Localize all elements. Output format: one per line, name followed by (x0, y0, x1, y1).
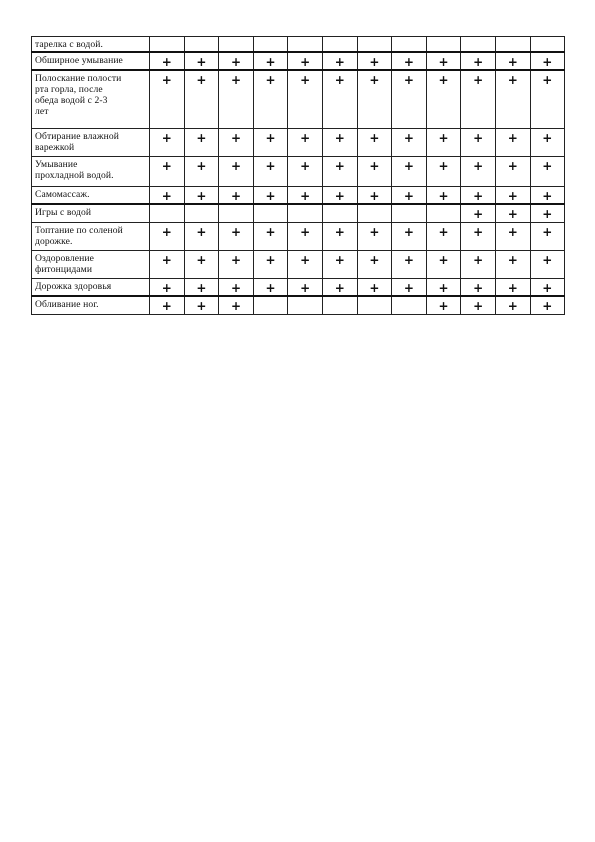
procedure-name-cell: Игры с водой (32, 204, 150, 222)
mark-cell: + (150, 128, 185, 156)
mark-cell: + (288, 52, 323, 70)
mark-cell: + (150, 70, 185, 128)
mark-cell: + (461, 186, 496, 204)
mark-cell: + (219, 250, 254, 278)
procedure-name-cell: Умывание прохладной водой. (32, 156, 150, 186)
mark-cell: + (184, 156, 219, 186)
mark-cell: + (150, 186, 185, 204)
procedure-name-cell: Самомассаж. (32, 186, 150, 204)
mark-cell: + (253, 70, 288, 128)
mark-cell (357, 296, 392, 314)
mark-cell: + (495, 186, 530, 204)
mark-cell: + (357, 128, 392, 156)
mark-cell: + (219, 156, 254, 186)
mark-cell: + (322, 222, 357, 250)
mark-cell (392, 296, 427, 314)
mark-cell: + (461, 222, 496, 250)
mark-cell (357, 204, 392, 222)
mark-cell (392, 37, 427, 53)
mark-cell: + (150, 222, 185, 250)
table-row (32, 128, 565, 156)
mark-cell: + (253, 278, 288, 296)
mark-cell: + (288, 128, 323, 156)
mark-cell: + (426, 156, 461, 186)
mark-cell: + (530, 52, 565, 70)
mark-cell: + (392, 128, 427, 156)
mark-cell: + (495, 296, 530, 314)
mark-cell (461, 37, 496, 53)
table-body (32, 37, 565, 315)
mark-cell: + (184, 222, 219, 250)
mark-cell: + (184, 278, 219, 296)
mark-cell: + (461, 52, 496, 70)
mark-cell: + (426, 250, 461, 278)
table-row (32, 186, 565, 204)
mark-cell: + (392, 156, 427, 186)
mark-cell: + (530, 278, 565, 296)
mark-cell: + (426, 52, 461, 70)
mark-cell (150, 37, 185, 53)
mark-cell: + (322, 128, 357, 156)
mark-cell: + (288, 250, 323, 278)
mark-cell: + (219, 296, 254, 314)
mark-cell: + (322, 70, 357, 128)
mark-cell: + (461, 128, 496, 156)
table-row (32, 278, 565, 296)
mark-cell: + (219, 278, 254, 296)
mark-cell: + (288, 278, 323, 296)
mark-cell: + (253, 186, 288, 204)
mark-cell: + (530, 70, 565, 128)
mark-cell: + (530, 156, 565, 186)
mark-cell (184, 204, 219, 222)
mark-cell: + (357, 278, 392, 296)
mark-cell: + (426, 186, 461, 204)
mark-cell: + (392, 250, 427, 278)
mark-cell: + (150, 250, 185, 278)
mark-cell (253, 296, 288, 314)
procedure-name-cell: Обширное умывание (32, 52, 150, 70)
mark-cell: + (357, 70, 392, 128)
procedure-name-cell: Дорожка здоровья (32, 278, 150, 296)
mark-cell: + (322, 156, 357, 186)
mark-cell: + (392, 52, 427, 70)
mark-cell: + (392, 70, 427, 128)
mark-cell: + (495, 52, 530, 70)
mark-cell (357, 37, 392, 53)
procedure-name-cell: Оздоровление фитонцидами (32, 250, 150, 278)
mark-cell: + (461, 278, 496, 296)
mark-cell: + (530, 222, 565, 250)
mark-cell (426, 37, 461, 53)
procedure-name-cell: Полоскание полости рта горла, после обеда водой с 2-3 лет (32, 70, 150, 128)
mark-cell: + (495, 156, 530, 186)
mark-cell (288, 204, 323, 222)
mark-cell: + (219, 70, 254, 128)
mark-cell: + (426, 128, 461, 156)
mark-cell: + (322, 52, 357, 70)
mark-cell (219, 204, 254, 222)
mark-cell (253, 204, 288, 222)
mark-cell: + (357, 222, 392, 250)
mark-cell: + (495, 204, 530, 222)
mark-cell: + (253, 128, 288, 156)
mark-cell: + (184, 296, 219, 314)
mark-cell: + (253, 250, 288, 278)
table-row (32, 37, 565, 53)
mark-cell: + (150, 296, 185, 314)
hardening-procedures-table (31, 36, 565, 315)
mark-cell (392, 204, 427, 222)
mark-cell: + (392, 278, 427, 296)
mark-cell (530, 37, 565, 53)
mark-cell (288, 296, 323, 314)
mark-cell (495, 37, 530, 53)
mark-cell: + (357, 52, 392, 70)
mark-cell: + (530, 204, 565, 222)
mark-cell (426, 204, 461, 222)
mark-cell: + (357, 250, 392, 278)
procedure-name-cell: Обливание ног. (32, 296, 150, 314)
table-row (32, 70, 565, 128)
mark-cell: + (461, 250, 496, 278)
mark-cell: + (461, 70, 496, 128)
mark-cell: + (288, 186, 323, 204)
mark-cell: + (322, 250, 357, 278)
mark-cell: + (530, 128, 565, 156)
mark-cell: + (288, 222, 323, 250)
procedure-name-cell: Топтание по соленой дорожке. (32, 222, 150, 250)
mark-cell (322, 204, 357, 222)
table-row (32, 296, 565, 314)
table-row (32, 250, 565, 278)
mark-cell: + (461, 296, 496, 314)
mark-cell: + (322, 278, 357, 296)
mark-cell: + (184, 250, 219, 278)
mark-cell: + (253, 222, 288, 250)
table-row (32, 156, 565, 186)
mark-cell (219, 37, 254, 53)
mark-cell: + (253, 52, 288, 70)
mark-cell: + (495, 250, 530, 278)
mark-cell: + (357, 186, 392, 204)
mark-cell: + (322, 186, 357, 204)
mark-cell: + (219, 222, 254, 250)
mark-cell: + (288, 156, 323, 186)
table-row (32, 52, 565, 70)
procedure-name-cell: Обтирание влажной варежкой (32, 128, 150, 156)
mark-cell (322, 37, 357, 53)
mark-cell: + (219, 128, 254, 156)
mark-cell (253, 37, 288, 53)
mark-cell: + (426, 222, 461, 250)
mark-cell: + (495, 278, 530, 296)
mark-cell (288, 37, 323, 53)
mark-cell: + (426, 278, 461, 296)
mark-cell: + (357, 156, 392, 186)
mark-cell: + (461, 204, 496, 222)
mark-cell (322, 296, 357, 314)
mark-cell: + (253, 156, 288, 186)
mark-cell: + (530, 250, 565, 278)
mark-cell: + (495, 222, 530, 250)
mark-cell: + (184, 128, 219, 156)
mark-cell: + (219, 186, 254, 204)
mark-cell: + (426, 70, 461, 128)
mark-cell: + (184, 186, 219, 204)
mark-cell: + (150, 52, 185, 70)
mark-cell: + (392, 222, 427, 250)
mark-cell: + (530, 296, 565, 314)
mark-cell: + (426, 296, 461, 314)
mark-cell: + (184, 52, 219, 70)
mark-cell: + (495, 70, 530, 128)
table-row (32, 222, 565, 250)
mark-cell: + (219, 52, 254, 70)
mark-cell: + (495, 128, 530, 156)
table-row (32, 204, 565, 222)
mark-cell (150, 204, 185, 222)
mark-cell: + (288, 70, 323, 128)
mark-cell: + (150, 156, 185, 186)
mark-cell: + (150, 278, 185, 296)
mark-cell: + (530, 186, 565, 204)
procedure-name-cell: тарелка с водой. (32, 37, 150, 53)
mark-cell (184, 37, 219, 53)
mark-cell: + (392, 186, 427, 204)
mark-cell: + (461, 156, 496, 186)
mark-cell: + (184, 70, 219, 128)
